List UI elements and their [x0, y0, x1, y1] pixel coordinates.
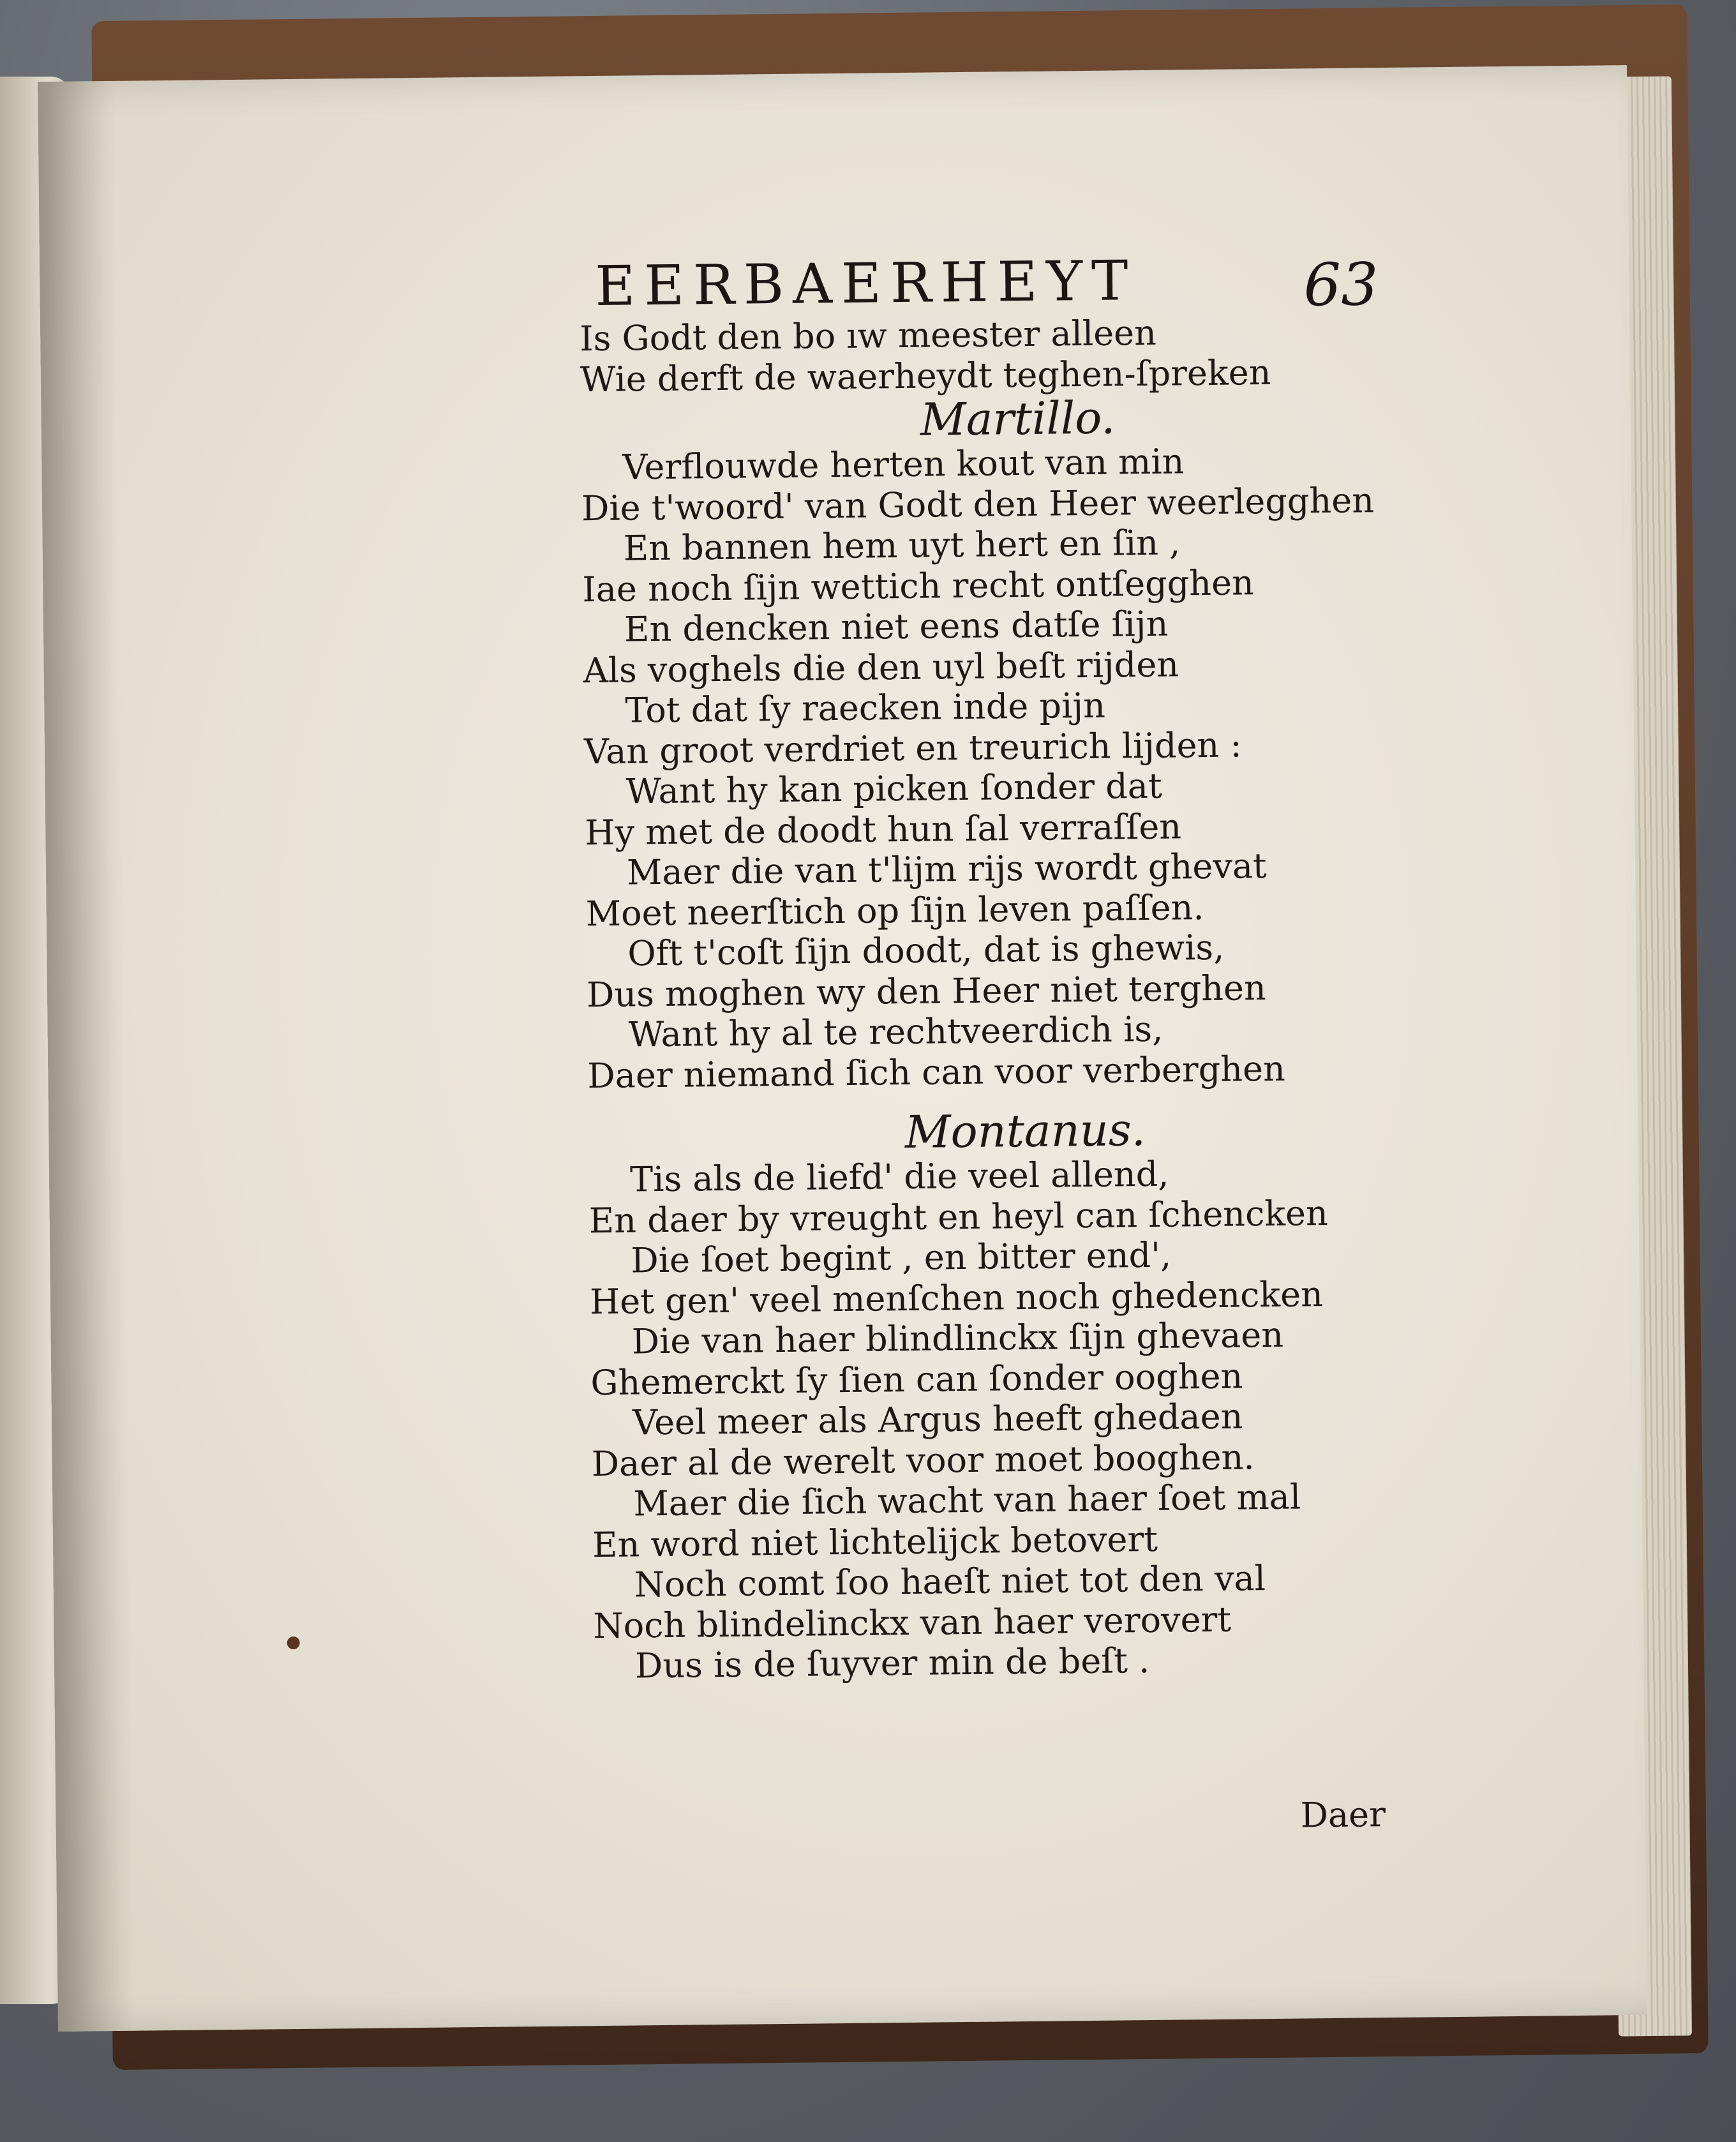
- verse-line: Daer al de werelt voor moet booghen.: [591, 1436, 1255, 1484]
- verse-line: Oft t'coſt ſijn doodt, dat is ghewis,: [627, 927, 1225, 974]
- running-title: EERBAERHEYT: [594, 249, 1138, 318]
- verse-line: Daer niemand ſich can voor verberghen: [587, 1048, 1286, 1096]
- verse-line: En bannen hem uyt hert en ſin ,: [623, 522, 1181, 569]
- catchword: Daer: [1300, 1794, 1386, 1836]
- book-page: [38, 65, 1647, 2032]
- verse-line: Dus moghen wy den Heer niet terghen: [586, 967, 1267, 1015]
- speech-montanus: [588, 1104, 1391, 1687]
- verse-line: Dus is de ſuyver min de beſt .: [634, 1640, 1150, 1686]
- verse-line: Hy met de doodt hun ſal verraſſen: [585, 805, 1182, 853]
- opening-line: Wie derft de waerheydt teghen-ſpreken: [580, 352, 1271, 400]
- opening-line: Is Godt den bo ıw meester alleen: [580, 312, 1157, 359]
- verse-line: Het gen' veel menſchen noch ghedencken: [589, 1273, 1324, 1322]
- verse-line: Die t'woord' van Godt den Heer weerlegghen: [581, 479, 1375, 528]
- verse-line: En daer by vreught en heyl can ſchencken: [588, 1192, 1329, 1241]
- verse-line: Maer die ſich wacht van haer ſoet mal: [633, 1476, 1301, 1524]
- page-number: 63: [1303, 250, 1379, 320]
- verse-line: Die van haer blindlinckx ſijn ghevaen: [631, 1314, 1284, 1362]
- verse-line: Tis als de liefd' die veel allend,: [629, 1153, 1169, 1200]
- verse-line: Verflouwde herten kout van min: [622, 441, 1185, 488]
- speech-martillo: [580, 391, 1385, 1096]
- verse-line: Want hy kan picken ſonder dat: [625, 765, 1162, 812]
- verse-line: Noch blindelinckx van haer verovert: [593, 1599, 1232, 1646]
- verse-lines: [581, 439, 1386, 1096]
- speaker-name: Martillo.: [920, 391, 1116, 446]
- verse-line: Maer die van t'lijm rijs wordt ghevat: [626, 846, 1267, 893]
- verse-line: Van groot verdriet en treurich lijden :: [583, 724, 1242, 772]
- verse-line: Iae noch ſijn wettich recht ontſegghen: [582, 562, 1255, 610]
- verse-line: Die ſoet begint , en bitter end',: [631, 1234, 1172, 1281]
- verse-line: Ghemerckt ſy ſien can ſonder ooghen: [590, 1355, 1243, 1403]
- verse-line: Moet neerſtich op ſijn leven paſſen.: [585, 887, 1204, 934]
- verse-line: Tot dat ſy raecken inde pijn: [625, 685, 1106, 731]
- verse-line: En dencken niet eens datſe ſijn: [624, 603, 1169, 650]
- poem-text: [580, 310, 1391, 1686]
- ink-spot: [287, 1636, 300, 1649]
- verse-line: Als voghels die den uyl beſt rijden: [583, 643, 1179, 691]
- verse-line: Want hy al te rechtveerdich is,: [628, 1008, 1164, 1055]
- speaker-name: Montanus.: [904, 1104, 1146, 1158]
- verse-line: Veel meer als Argus heeft ghedaen: [632, 1396, 1243, 1443]
- verse-lines: [588, 1151, 1392, 1687]
- verse-line: Noch comt ſoo haeſt niet tot den val: [634, 1558, 1266, 1605]
- verse-line: En word niet lichtelijck betovert: [592, 1518, 1158, 1565]
